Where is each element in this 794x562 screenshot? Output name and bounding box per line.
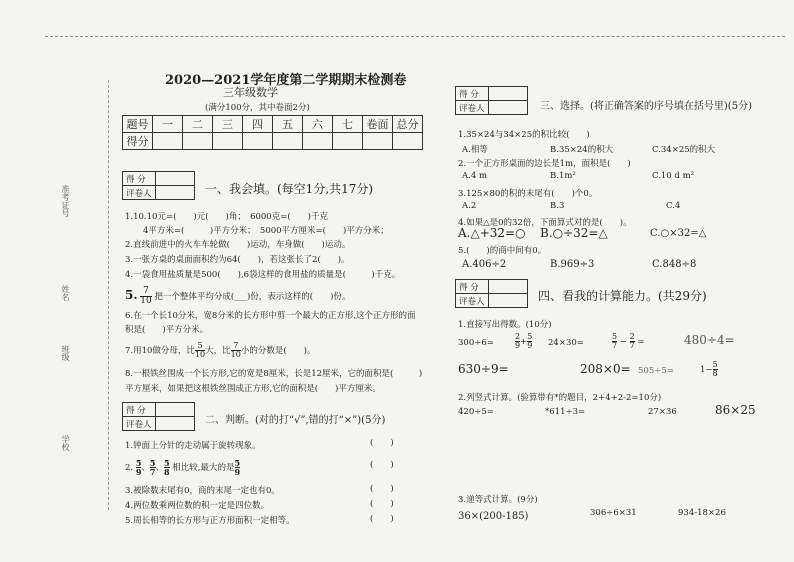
section3-heading: 三、选择。(将正确答案的序号填在括号里)(5分): [540, 101, 752, 112]
exam-note: (满分100分，其中卷面2分): [205, 103, 310, 113]
score-cell[interactable]: [303, 133, 333, 150]
answer-paren[interactable]: ( ): [370, 460, 394, 470]
score-cell: 五: [273, 116, 303, 133]
calc-item: $\frac{5}{7}$ − $\frac{2}{7}$ =: [612, 332, 645, 350]
option[interactable]: C.○×32=△: [650, 228, 707, 239]
calc-item: *611÷3=: [545, 407, 586, 417]
question-text: 8.一根铁丝围成一个长方形,它的宽是8厘米，长是12厘米，它的面积是( ): [125, 369, 423, 379]
calc-item: 208×0=: [580, 362, 631, 376]
section2-heading: 二、判断。(对的打“√”,错的打“×”)(5分): [205, 415, 386, 426]
question-text: 5. $\frac{7}{10}$ 把一个整体平均分成(___)份，表示这样的( )份。: [125, 286, 351, 306]
answer-paren[interactable]: ( ): [370, 484, 394, 494]
score-table: [122, 115, 423, 150]
calc-item: 630÷9=: [458, 362, 509, 376]
score-cell: 二: [183, 116, 213, 133]
student-no-label: 准考证号: [61, 185, 70, 217]
score-cell[interactable]: [333, 133, 363, 150]
option[interactable]: A.4 m: [462, 171, 488, 181]
question-text: 2.直线前进中的火车车轮做( )运动，车身做( )运动。: [125, 240, 351, 250]
part-heading: 3.递等式计算。(9分): [458, 495, 538, 505]
question-text: 平方厘米，如果把这根铁丝围成正方形,它的面积是( )平方厘米。: [125, 384, 381, 394]
exam-subtitle: 三年级数学: [223, 86, 278, 99]
class-label: 班级: [61, 345, 70, 361]
grader-box: 得 分 评卷人: [122, 402, 195, 431]
question-text: 1.钟面上分针的走动属于旋转现象。: [125, 441, 261, 451]
school-label: 学校: [61, 435, 70, 451]
question-text: 2.一个正方形桌面的边长是1m，面积是( ): [458, 159, 631, 169]
section1-heading: 一、我会填。(每空1分,共17分): [205, 182, 374, 196]
calc-item: 1− $\frac{5}{8}$: [700, 360, 718, 378]
score-cell[interactable]: [273, 133, 303, 150]
option[interactable]: B.○÷32=△: [540, 226, 608, 240]
top-dashed-line: [45, 36, 785, 37]
calc-item: 300÷6=: [458, 338, 494, 348]
binding-line: [108, 80, 109, 510]
score-cell[interactable]: [213, 133, 243, 150]
score-cell[interactable]: [393, 133, 423, 150]
option[interactable]: C.848÷8: [652, 259, 697, 270]
option[interactable]: C.10 d m²: [652, 171, 695, 181]
calc-item: 934-18×26: [678, 508, 726, 518]
score-cell: 题号: [123, 116, 153, 133]
option[interactable]: C.4: [666, 201, 681, 211]
score-cell: 四: [243, 116, 273, 133]
question-text: 2. $\frac{5}{9}$ 、 $\frac{5}{7}$ 、 $\frac{5}{8}$ 相比较,最大的是 $\frac{5}{9}$: [125, 458, 241, 477]
question-text: 3.被除数末尾有0，商的末尾一定也有0。: [125, 486, 280, 496]
answer-paren[interactable]: ( ): [370, 499, 394, 509]
question-text: 5.周长相等的长方形与正方形面积一定相等。: [125, 516, 295, 526]
calc-item: 306÷6×31: [590, 508, 637, 518]
question-text: 4.一袋食用盐质量是500( ),6袋这样的食用盐的质量是( )千克。: [125, 270, 401, 280]
name-label: 姓名: [61, 285, 70, 301]
calc-item: 86×25: [715, 403, 756, 417]
option[interactable]: B.3: [550, 201, 565, 211]
score-cell[interactable]: [183, 133, 213, 150]
question-text: 1.35×24与34×25的积比较( ): [458, 130, 590, 140]
question-text: 7.用10做分母，比 $\frac{5}{10}$ 大，比 $\frac{7}{10}$ 小的分数是( )。: [125, 341, 316, 359]
section4-heading: 四、看我的计算能力。(共29分): [538, 289, 707, 303]
option[interactable]: A.△+32=○: [458, 226, 526, 240]
score-cell: 得分: [123, 133, 153, 150]
calc-item: 420÷5=: [458, 407, 494, 417]
question-text: 5.( )的商中间有0。: [458, 246, 547, 256]
score-cell: 三: [213, 116, 243, 133]
option[interactable]: A.相等: [462, 145, 488, 155]
option[interactable]: A.2: [462, 201, 477, 211]
score-cell: 一: [153, 116, 183, 133]
question-text: 3.125×80的积的末尾有( )个0。: [458, 189, 598, 199]
answer-paren[interactable]: ( ): [370, 514, 394, 524]
part-heading: 2.列竖式计算。(验算带有*的题目，2+4+2-2=10分): [458, 393, 662, 403]
calc-item: 480÷4=: [684, 333, 735, 347]
option[interactable]: B.969÷3: [550, 259, 595, 270]
answer-paren[interactable]: ( ): [370, 438, 394, 448]
option[interactable]: C.34×25的积大: [652, 145, 716, 155]
question-text: 4.如果△是0的32倍，下面算式对的是( )。: [458, 218, 632, 228]
question-text: 3.一张方桌的桌面面积约为64( )，若这张长了2( )。: [125, 255, 350, 265]
grader-box: 得 分 评卷人: [455, 86, 528, 115]
score-cell: 七: [333, 116, 363, 133]
score-cell[interactable]: [363, 133, 393, 150]
score-cell[interactable]: [153, 133, 183, 150]
score-cell: 六: [303, 116, 333, 133]
score-cell: 总分: [393, 116, 423, 133]
question-text: 4平方米=( )平方分米； 5000平方厘米=( )平方分米；: [143, 226, 389, 236]
question-text: 1.10.10元=( )元( )角； 6000克=( )千克: [125, 212, 328, 222]
grader-box: 得 分 评卷人: [455, 279, 528, 308]
part-heading: 1.直接写出得数。(10分): [458, 320, 552, 330]
question-text: 积是( )平方分米。: [125, 325, 209, 335]
calc-item: 505÷5=: [638, 366, 674, 376]
option[interactable]: B.35×24的积大: [550, 145, 614, 155]
exam-title: 2020—2021学年度第二学期期末检测卷: [165, 73, 407, 88]
calc-item: $\frac{2}{9}$ + $\frac{5}{9}$: [515, 332, 533, 350]
calc-item: 36×(200-185): [458, 511, 529, 522]
option[interactable]: B.1m²: [550, 171, 576, 181]
option[interactable]: A.406÷2: [462, 259, 507, 270]
score-cell[interactable]: [243, 133, 273, 150]
calc-item: 27×36: [648, 407, 677, 417]
calc-item: 24×30=: [548, 338, 584, 348]
score-cell: 卷面: [363, 116, 393, 133]
question-text: 4.两位数乘两位数的积一定是四位数。: [125, 501, 270, 511]
grader-box: 得 分 评卷人: [122, 171, 195, 200]
question-text: 6.在一个长10分米，宽8分米的长方形中剪一个最大的正方形,这个正方形的面: [125, 311, 416, 321]
